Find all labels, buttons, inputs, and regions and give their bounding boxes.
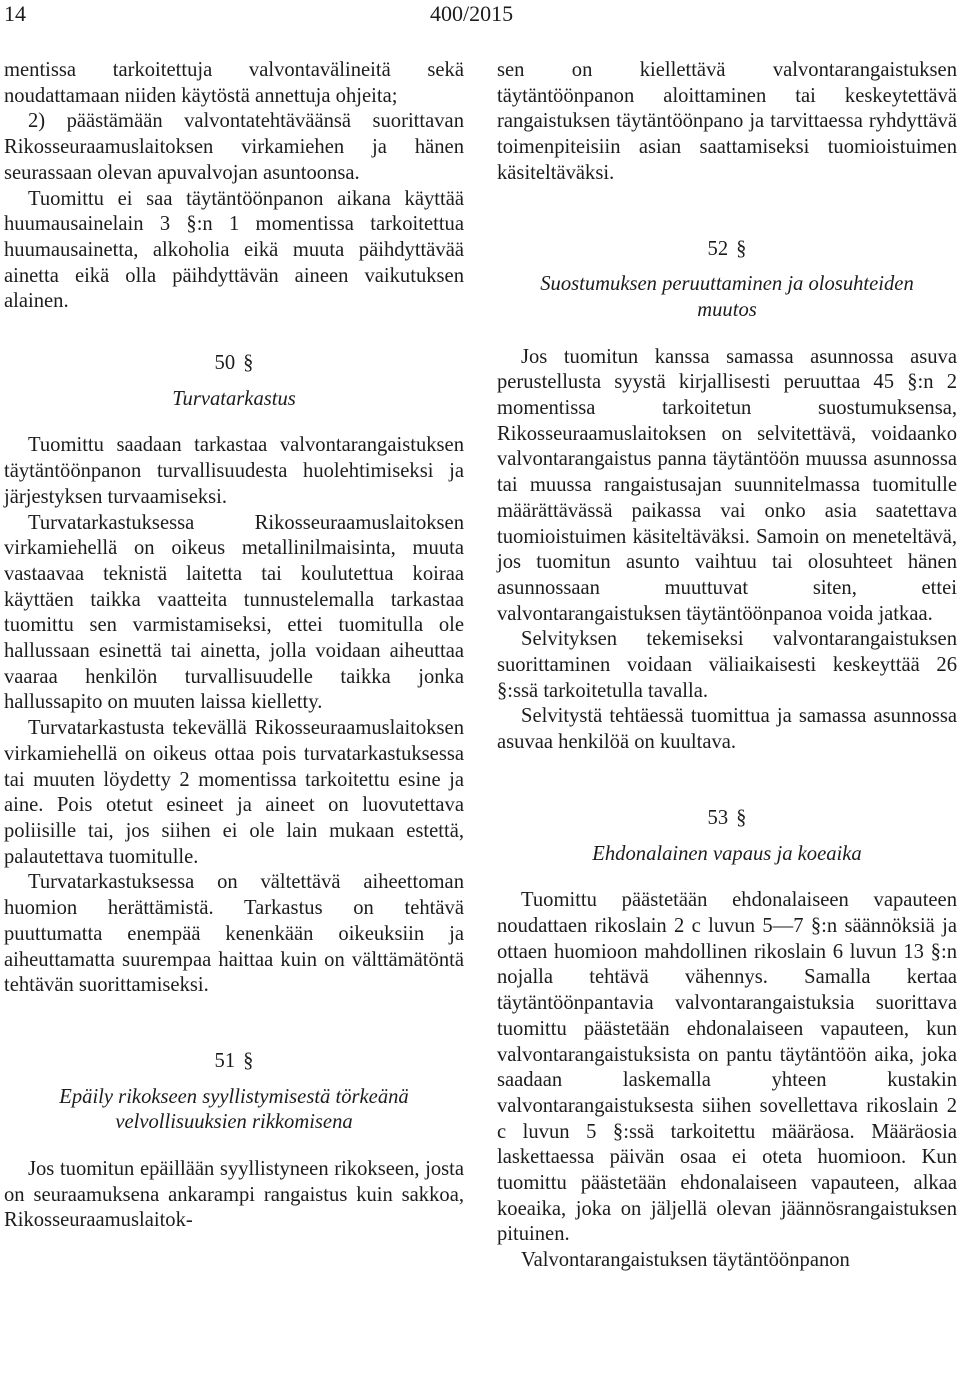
page-number: 14 <box>4 1 26 26</box>
paragraph: Tuomittu saadaan tarkastaa valvontarangaistuksen täytäntöönpanon turvallisuudesta huolehtimiseksi ja järjestyksen turvaamiseksi. <box>4 434 464 508</box>
paragraph: Selvityksen tekemiseksi valvontarangaistuksen suorittaminen voidaan väliaikaisesti keskeyttää 26 §:ssä tarkoitetulla tavalla. <box>497 628 957 702</box>
section-sign: § <box>736 806 747 829</box>
paragraph: sen on kiellettävä valvontarangaistuksen täytäntöönpanon aloittaminen tai keskeytettävä rangaistuksen täytäntöönpano ja tarvittaessa ryhdyttävä toimenpiteisiin asian saattamiseksi tuomioistuimen käsiteltäväksi. <box>497 59 957 184</box>
section-number: 50 <box>214 352 236 375</box>
paragraph: Turvatarkastuksessa Rikosseuraamuslaitoksen virkamiehellä on oikeus metallinilmaisinta, muuta vastaavaa teknistä laitetta tai koulutettua koiraa käyttäen taikka vaatteita tunnustelemalla tarkastaa tuomittu sen varmistamiseksi, ettei tuomitulla ole hallussaan esinettä tai ainetta, jolla voidaan aiheuttaa vaaraa henkilön turvallisuudelle taikka jonka hallussapito on muuten laissa kielletty. <box>4 511 464 714</box>
section-number: 53 <box>707 806 729 829</box>
section-50-title: Turvatarkastus <box>172 387 296 410</box>
paragraph: Jos tuomitun epäillään syyllistyneen rikokseen, josta on seuraamuksena ankarampi rangaistus kuin sakkoa, Rikosseuraamuslaitok- <box>4 1158 464 1232</box>
section-sign: § <box>243 1049 254 1072</box>
paragraph: Selvitystä tehtäessä tuomittua ja samassa asunnossa asuvaa henkilöä on kuultava. <box>497 705 957 754</box>
left-column <box>4 58 464 1234</box>
section-number: 51 <box>214 1049 236 1072</box>
section-sign: § <box>736 237 747 260</box>
section-50-heading <box>4 351 464 377</box>
section-51-title: Epäily rikokseen syyllistymisestä törkeänä velvollisuuksien rikkomisena <box>59 1085 409 1134</box>
section-sign: § <box>243 352 254 375</box>
paragraph: Jos tuomitun kanssa samassa asunnossa asuva perustellusta syystä kirjallisesti peruuttaa 45 §:n 2 momentissa tarkoitetun suostumuksensa, Rikosseuraamuslaitoksen on selvitettävä, voidaanko valvontarangaistus panna täytäntöön muussa asunnossa tai muussa rangaistusajan suunnitelmassa tuomitulle määrättävässä paikassa vai onko asia saatettava tuomioistuimen käsiteltäväksi. Samoin on meneteltävä, jos tuomitun asunto vaihtuu tai olosuhteet hänen asunnossaan muuttuvat siten, ettei valvontarangaistuksen täytäntöönpanoa voida jatkaa. <box>497 345 957 625</box>
paragraph: mentissa tarkoitettuja valvontavälineitä sekä noudattamaan niiden käytöstä annettuja ohjeita; <box>4 59 464 107</box>
section-52-heading <box>497 237 957 263</box>
paragraph: Turvatarkastuksessa on vältettävä aiheettoman huomion herättämistä. Tarkastus on tehtävä puuttumatta enempää kenenkään oikeuksiin ja aiheuttamatta suurempaa haittaa kuin on välttämätöntä tehtävän suorittamiseksi. <box>4 871 464 997</box>
statute-number: 400/2015 <box>430 1 514 26</box>
right-column <box>497 58 957 1274</box>
section-52-title: Suostumuksen peruuttaminen ja olosuhteiden muutos <box>540 273 914 321</box>
section-number: 52 <box>707 237 729 260</box>
paragraph: Tuomittu päästetään ehdonalaiseen vapauteen noudattaen rikoslain 2 c luvun 5—7 §:n säännöksiä ja ottaen huomioon mahdollinen rikoslain 6 luvun 13 §:n nojalla tehtävä vähennys. Samalla kertaa täytäntöönpantavia valvontarangaistuksia suorittava tuomittu päästetään ehdonalaiseen vapauteen, kun valvontarangaistuksista on pantu täytäntöön aika, joka saadaan laskemalla yhteen kustakin valvontarangaistuksesta siihen sovellettava rikoslain 2 c luvun 5 §:ssä tarkoitettu määräosa. Määräosia laskettaessa päivän osaa ei oteta huomioon. Kun tuomittu päästetään ehdonalaiseen vapauteen, alkaa koeaika, joka on jäljellä olevan jäännösrangaistuksen pituinen. <box>497 889 957 1246</box>
paragraph: Valvontarangaistuksen täytäntöönpanon <box>521 1249 850 1272</box>
page-header <box>0 0 960 28</box>
section-51-heading <box>4 1049 464 1075</box>
paragraph: 2) päästämään valvontatehtäväänsä suorittavan Rikosseuraamuslaitoksen virkamiehen ja hänen seurassaan olevan apuvalvojan asuntoonsa. <box>4 110 464 184</box>
paragraph: Tuomittu ei saa täytäntöönpanon aikana käyttää huumausainelain 3 §:n 1 momentissa tarkoitettua huumausainetta, alkoholia eikä muuta päihdyttävää ainetta eikä olla päihdyttävän aineen vaikutuksen alainen. <box>4 187 464 313</box>
section-53-title: Ehdonalainen vapaus ja koeaika <box>592 842 862 865</box>
paragraph: Turvatarkastusta tekevällä Rikosseuraamuslaitoksen virkamiehellä on oikeus ottaa pois turvatarkastuksessa tai muuten löydetty 2 momentissa tarkoitettu esine ja aine. Pois otetut esineet ja aineet on luovutettava poliisille tai, jos siihen ei ole lain mukaan estettä, palautettava tuomitulle. <box>4 717 464 868</box>
section-53-heading <box>497 806 957 832</box>
